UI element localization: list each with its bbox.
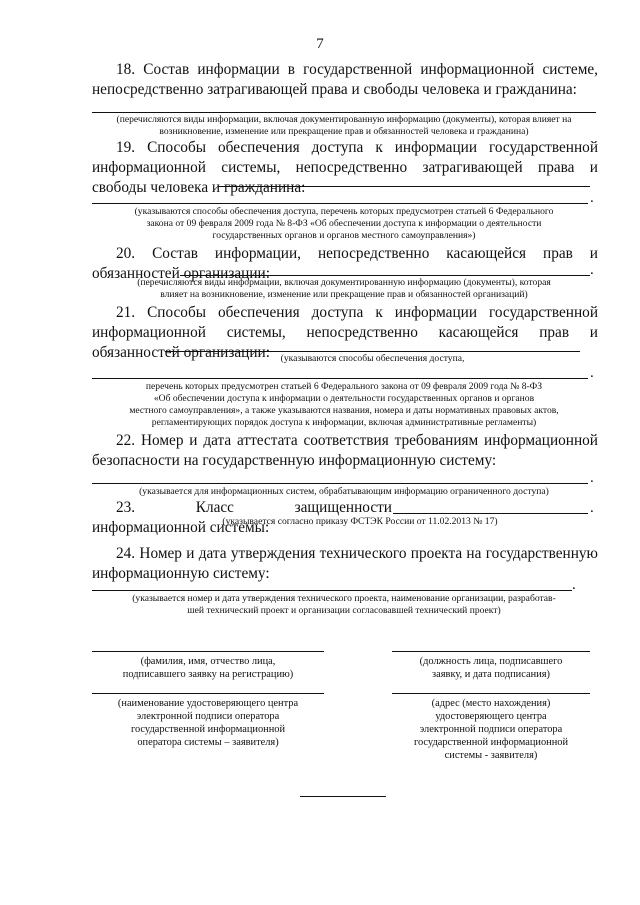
item-19-text: 19. Способы обеспечения доступа к информации государственной информационной системы, непосредственно затрагивающей права и свободы человека и гражданина: [92, 139, 598, 196]
signature-line-address[interactable] [392, 693, 590, 694]
item-19-answer-line[interactable] [92, 203, 588, 204]
footer-divider [300, 796, 386, 797]
item-24-note-2: шей технический проект и организации согласовавшей технический проект) [187, 605, 501, 616]
signature-line-fio[interactable] [92, 651, 324, 652]
item-22-answer-line[interactable] [92, 483, 588, 484]
signature-address-caption: (адрес (место нахождения) удостоверяющего центра электронной подписи оператора государственной информационной системы - заявителя) [413, 698, 569, 761]
item-19-note-3: государственных органов и органов местного самоуправления») [212, 230, 476, 241]
item-21-inline-line[interactable] [165, 351, 580, 352]
signature-fio-caption: (фамилия, имя, отчество лица, подписавшего заявку на регистрацию) [122, 656, 294, 680]
item-20-note-1: (перечисляются виды информации, включая документированную информацию (документы), которая [137, 277, 551, 288]
item-24-answer-line[interactable] [92, 590, 572, 591]
signature-line-position[interactable] [392, 651, 590, 652]
signature-center-caption: (наименование удостоверяющего центра электронной подписи оператора государственной информационной оператора системы – заявителя) [117, 698, 299, 748]
item-21-answer-line[interactable] [92, 378, 588, 379]
item-24-note-1: (указывается номер и дата утверждения технического проекта, наименование организации, разработав- [132, 593, 556, 604]
item-21-text: 21. Способы обеспечения доступа к информации государственной информационной системы, непосредственно касающейся прав и обязанностей организации: [92, 304, 598, 361]
item-18-text: 18. Состав информации в государственной информационной системе, непосредственно затрагивающей права и свободы человека и гражданина: [92, 61, 598, 98]
item-21-note-inline: (указываются способы обеспечения доступа, [280, 353, 465, 364]
item-22-note: (указывается для информационных систем, обрабатывающим информацию ограниченного доступа) [139, 486, 549, 497]
item-24-text: 24. Номер и дата утверждения технического проекта на государственную информационную систему: [92, 545, 598, 582]
item-20-answer-line[interactable] [180, 275, 590, 276]
signature-line-center[interactable] [92, 693, 324, 694]
item-19-inline-line[interactable] [218, 186, 590, 187]
item-20-text: 20. Состав информации, непосредственно касающейся прав и обязанностей организации: [92, 245, 598, 282]
page-number: 7 [316, 36, 324, 52]
item-21-note-2: «Об обеспечении доступа к информации о деятельности государственных органов и органов [153, 393, 535, 404]
item-23-note: (указывается согласно приказу ФСТЭК России от 11.02.2013 № 17) [222, 516, 498, 527]
item-22-text: 22. Номер и дата аттестата соответствия требованиям информационной безопасности на государственную информационную систему: [92, 432, 598, 469]
item-21-note-4: регламентирующих порядок доступа к информации, включая административные регламенты) [151, 417, 537, 428]
item-19-note-1: (указываются способы обеспечения доступа, перечень которых предусмотрен статьей 6 Федерального [134, 206, 554, 217]
item-18-note: (перечисляются виды информации, включая документированную информацию (документы), которая влияет на возникновение, изменение или прекращение прав и обязанностей человека и гражданина) [116, 114, 572, 137]
item-23-text: 23. Класс защищенности информационной системы: [92, 499, 392, 536]
signature-position-caption: (должность лица, подписавшего заявку, и дата подписания) [419, 656, 563, 680]
item-23-answer-line[interactable] [393, 513, 588, 514]
item-20-note-2: влияет на возникновение, изменение или прекращение прав и обязанностей организаций) [160, 289, 528, 300]
item-19-note-2: закона от 09 февраля 2009 года № 8-ФЗ «Об обеспечении доступа к информации о деятельности [146, 218, 542, 229]
item-21-note-1: перечень которых предусмотрен статьей 6 Федерального закона от 09 февраля 2009 года № 8-ФЗ [145, 381, 543, 392]
item-21-note-3: местного самоуправления», а также указываются названия, номера и даты нормативных правовых актов, [129, 405, 559, 416]
item-18-answer-line[interactable] [92, 112, 596, 113]
